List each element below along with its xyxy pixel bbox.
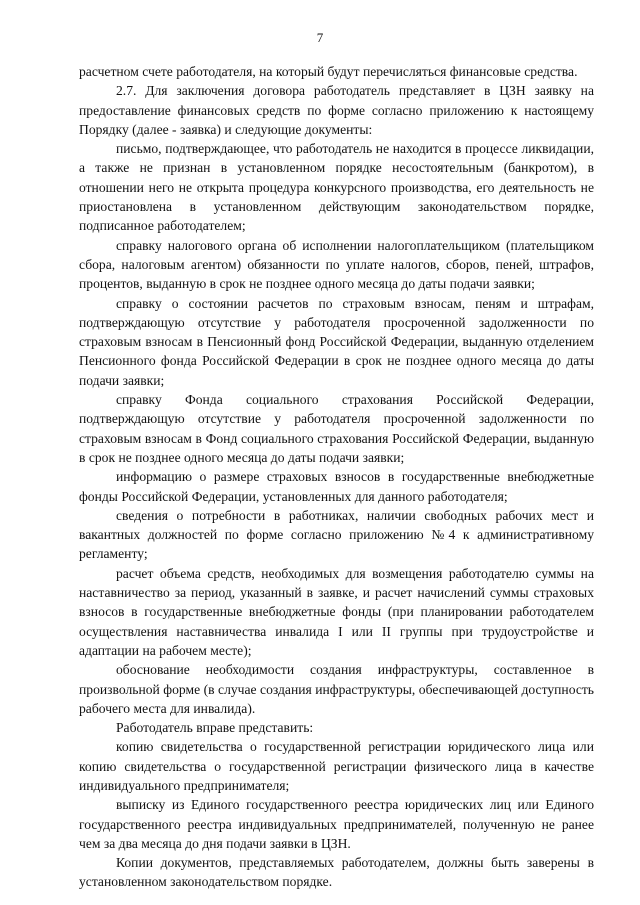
paragraph: Копии документов, представляемых работодателем, должны быть заверены в установленном законодательством порядке. (79, 855, 594, 890)
paragraph: расчет объема средств, необходимых для возмещения работодателю суммы на наставничество за период, указанный в заявке, и расчет начислений суммы страховых взносов в государственные внебюджетные фонды (при планировании работодателем осуществления наставничества инвалида I или II группы при трудоустройстве и адаптации на рабочем месте); (79, 565, 594, 658)
paragraph: сведения о потребности в работниках, наличии свободных рабочих мест и вакантных должностей по форме согласно приложению №4 к административному регламенту; (79, 507, 594, 562)
paragraph: справку о состоянии расчетов по страховым взносам, пеням и штрафам, подтверждающую отсутствие у работодателя просроченной задолженности по страховым взносам в Пенсионный фонд Российской Федерации, выданную отделением Пенсионного фонда Российской Федерации в срок не позднее одного месяца до даты подачи заявки; (79, 295, 594, 388)
document-body (79, 62, 594, 892)
paragraph: 2.7. Для заключения договора работодатель представляет в ЦЗН заявку на предоставление финансовых средств по форме согласно приложению к настоящему Порядку (далее - заявка) и следующие документы: (79, 83, 594, 137)
paragraph: обоснование необходимости создания инфраструктуры, составленное в произвольной форме (в случае создания инфраструктуры, обеспечивающей доступность рабочего места для инвалида). (79, 662, 594, 716)
paragraph: расчетном счете работодателя, на который будут перечисляться финансовые средства. (79, 64, 578, 79)
page-number: 7 (316, 30, 324, 45)
paragraph: письмо, подтверждающее, что работодатель не находится в процессе ликвидации, а также не признан в установленном порядке несостоятельным (банкротом), в отношении него не открыта процедура конкурсного производства, его деятельность не приостановлена в установленном действующим законодательством порядке, подписанное работодателем; (79, 141, 594, 234)
paragraph: копию свидетельства о государственной регистрации юридического лица или копию свидетельства о государственной регистрации физического лица в качестве индивидуального предпринимателя; (79, 739, 594, 793)
paragraph: Работодатель вправе представить: (116, 720, 314, 736)
paragraph: информацию о размере страховых взносов в государственные внебюджетные фонды Российской Федерации, установленных для данного работодателя; (79, 469, 594, 504)
paragraph: выписку из Единого государственного реестра юридических лиц или Единого государственного реестра индивидуальных предпринимателей, полученную не ранее чем за два месяца до дня подачи заявки в ЦЗН. (79, 797, 594, 851)
paragraph: справку Фонда социального страхования Российской Федерации, подтверждающую отсутствие у работодателя просроченной задолженности по страховым взносам в Фонд социального страхования Российской Федерации, выданную в срок не позднее одного месяца до даты подачи заявки; (79, 392, 594, 465)
paragraph: справку налогового органа об исполнении налогоплательщиком (плательщиком сбора, налоговым агентом) обязанности по уплате налогов, сборов, пеней, штрафов, процентов, выданную в срок не позднее одного месяца до даты подачи заявки; (79, 237, 594, 292)
